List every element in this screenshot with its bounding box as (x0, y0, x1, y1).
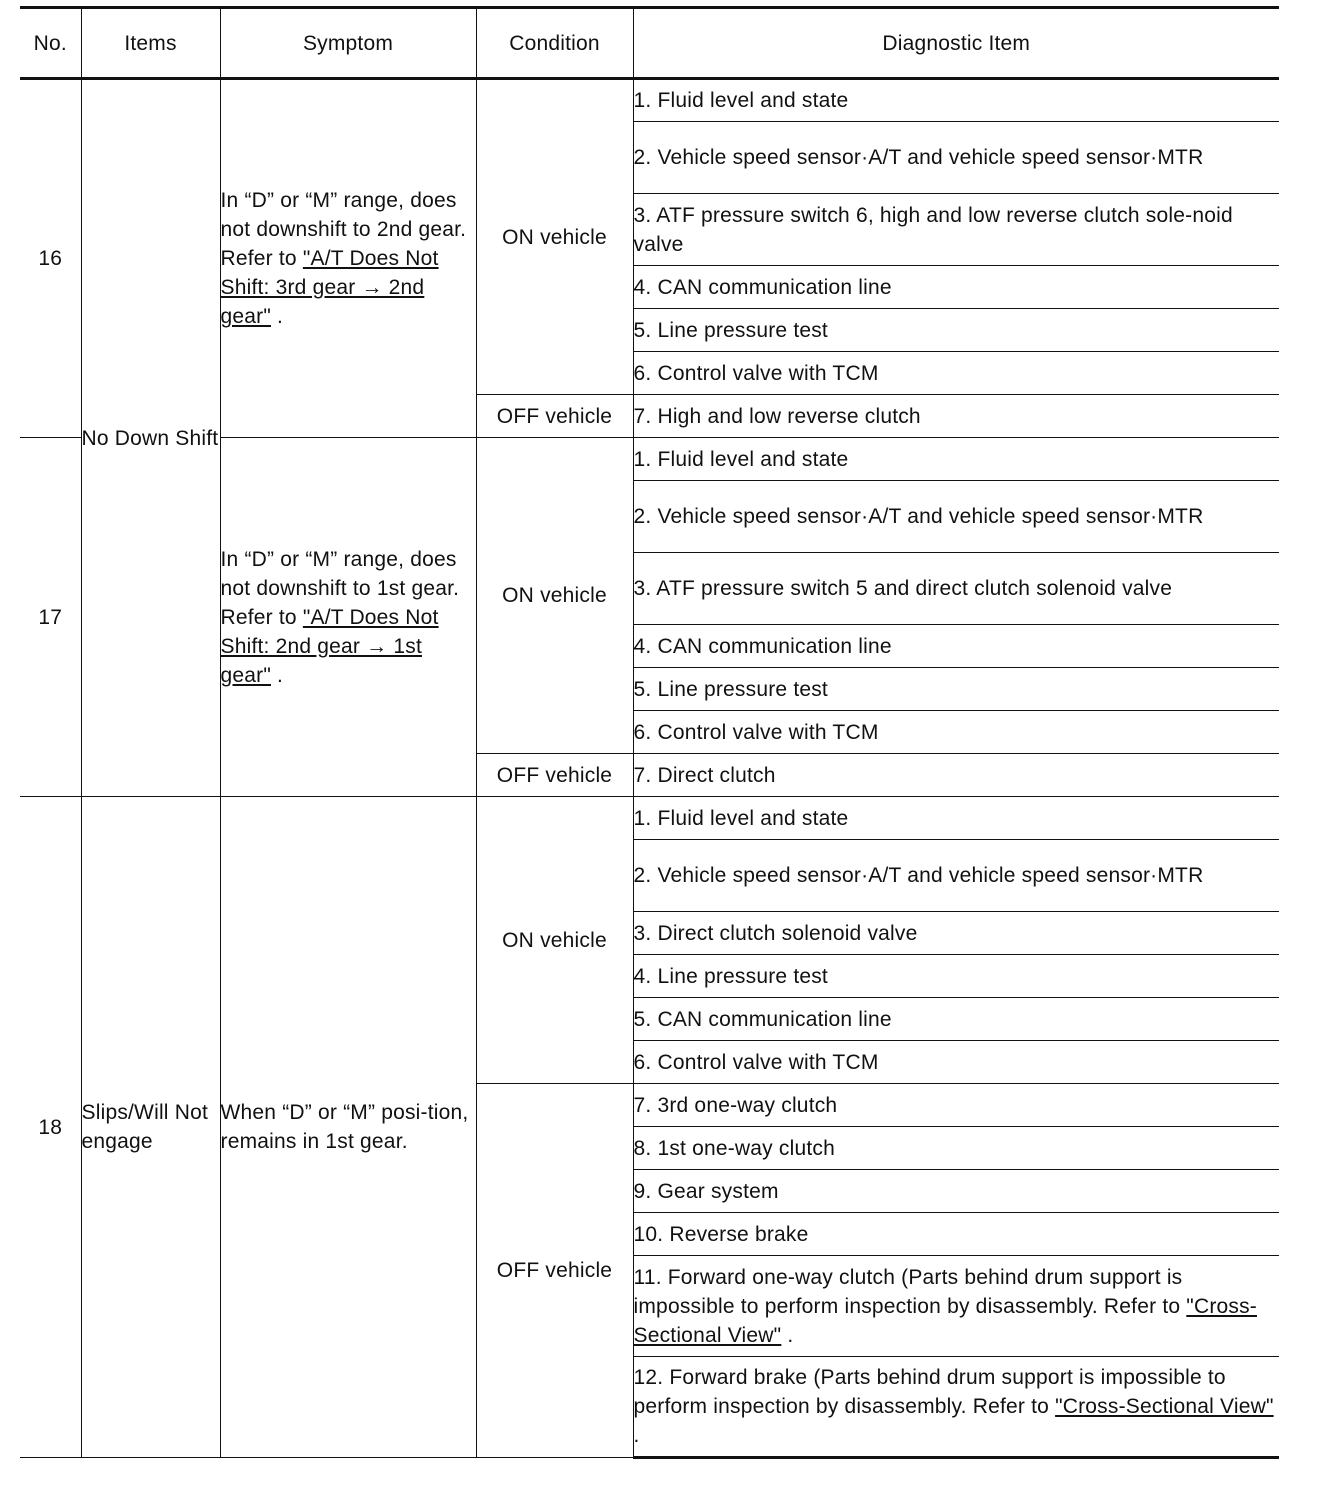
header-symptom: Symptom (220, 8, 476, 79)
diagnostic-item: 1. Fluid level and state (633, 79, 1279, 122)
header-no: No. (20, 8, 81, 79)
diagnostic-item: 6. Control valve with TCM (633, 1041, 1279, 1084)
symptom-text: In “D” or “M” range, does not downshift to 2nd gear. (220, 189, 467, 241)
condition-on-vehicle: ON vehicle (476, 79, 633, 395)
row-number: 18 (20, 797, 81, 1458)
diagnostic-item-text: 12. Forward brake (Parts behind drum support is impossible to perform inspection by disassembly. Refer to (633, 1366, 1226, 1418)
refer-suffix: . (277, 663, 284, 687)
diagnostic-item: 7. Direct clutch (633, 754, 1279, 797)
diagnostic-item: 7. 3rd one-way clutch (633, 1084, 1279, 1127)
symptom-cell (220, 797, 476, 1458)
row-number: 16 (20, 79, 81, 438)
diagnostic-table (20, 6, 1279, 1459)
symptom-text: When “D” or “M” posi-tion, remains in 1st gear. (220, 1101, 469, 1153)
diagnostic-item: 1. Fluid level and state (633, 797, 1279, 840)
header-items: Items (81, 8, 220, 79)
item-suffix: . (633, 1424, 640, 1447)
item-name: Slips/Will Not engage (81, 797, 220, 1458)
diagnostic-item: 2. Vehicle speed sensor·A/T and vehicle speed sensor·MTR (633, 122, 1279, 194)
diagnostic-item: 5. CAN communication line (633, 998, 1279, 1041)
condition-on-vehicle: ON vehicle (476, 438, 633, 754)
diagnostic-item: 5. Line pressure test (633, 309, 1279, 352)
refer-link[interactable]: "A/T Does Not Shift: 2nd gear → 1st gear" (220, 605, 439, 687)
diagnostic-item: 3. ATF pressure switch 5 and direct clutch solenoid valve (633, 553, 1279, 625)
header-row (20, 8, 1279, 79)
item-name: No Down Shift (81, 79, 220, 797)
row-number: 17 (20, 438, 81, 797)
diagnostic-item-text: 11. Forward one-way clutch (Parts behind drum support is impossible to perform inspection by disassembly. Refer to (633, 1265, 1183, 1318)
symptom-cell (220, 438, 476, 797)
symptom-cell (220, 79, 476, 438)
item-suffix: . (787, 1323, 794, 1347)
table-row (20, 797, 1279, 840)
condition-off-vehicle: OFF vehicle (476, 1084, 633, 1458)
diagnostic-item: 2. Vehicle speed sensor·A/T and vehicle speed sensor·MTR (633, 481, 1279, 553)
cross-sectional-view-link[interactable]: "Cross-Sectional View" (633, 1294, 1257, 1347)
condition-on-vehicle: ON vehicle (476, 797, 633, 1084)
refer-suffix: . (277, 305, 284, 328)
table-row (20, 79, 1279, 122)
condition-off-vehicle: OFF vehicle (476, 395, 633, 438)
diagnostic-item (633, 1357, 1279, 1458)
cross-sectional-view-link[interactable]: "Cross-Sectional View" (1055, 1395, 1274, 1418)
diagnostic-item: 3. ATF pressure switch 6, high and low reverse clutch sole-noid valve (633, 194, 1279, 266)
symptom-text: In “D” or “M” range, does not downshift to 1st gear. (220, 547, 460, 600)
condition-off-vehicle: OFF vehicle (476, 754, 633, 797)
diagnostic-item: 2. Vehicle speed sensor·A/T and vehicle speed sensor·MTR (633, 840, 1279, 912)
refer-prefix: Refer to (220, 247, 297, 270)
diagnostic-item: 4. CAN communication line (633, 266, 1279, 309)
header-condition: Condition (476, 8, 633, 79)
diagnostic-item: 4. Line pressure test (633, 955, 1279, 998)
refer-prefix: Refer to (220, 605, 297, 629)
refer-link[interactable]: "A/T Does Not Shift: 3rd gear → 2nd gear" (220, 247, 439, 328)
diagnostic-item (633, 1256, 1279, 1357)
diagnostic-item: 6. Control valve with TCM (633, 711, 1279, 754)
diagnostic-item: 1. Fluid level and state (633, 438, 1279, 481)
diagnostic-item: 7. High and low reverse clutch (633, 395, 1279, 438)
diagnostic-item: 4. CAN communication line (633, 625, 1279, 668)
diagnostic-item: 6. Control valve with TCM (633, 352, 1279, 395)
diagnostic-item: 5. Line pressure test (633, 668, 1279, 711)
diagnostic-item: 9. Gear system (633, 1170, 1279, 1213)
diagnostic-item: 3. Direct clutch solenoid valve (633, 912, 1279, 955)
diagnostic-item: 8. 1st one-way clutch (633, 1127, 1279, 1170)
header-diagnostic-item: Diagnostic Item (633, 8, 1279, 79)
diagnostic-item: 10. Reverse brake (633, 1213, 1279, 1256)
